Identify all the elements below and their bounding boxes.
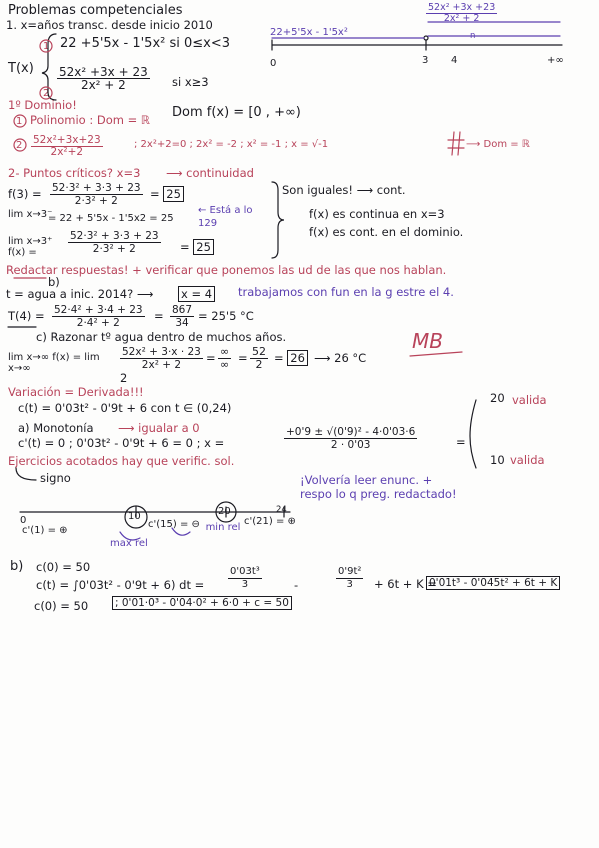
derivative-equation: c'(t) = 0 ; 0'03t² - 0'9t + 6 = 0 ; x =	[18, 436, 225, 450]
problem-2-number: 2	[120, 371, 128, 385]
dominio-fraction	[31, 135, 103, 158]
problem-1-intro: 1. x=años transc. desde inicio 2010	[6, 18, 213, 32]
part-c-ratio-value: 26	[287, 350, 308, 366]
part-c-limit-numerator: 52x² + 3·x · 23	[122, 346, 201, 358]
numberline-right-denominator: 2x² + 2	[443, 13, 480, 24]
piece2-circle-number: 2	[43, 88, 50, 99]
lim-left-expression: = 22 + 5'5x - 1'5x2 = 25	[48, 213, 174, 224]
lim-right-label: lim x→3⁺ f(x) =	[8, 236, 53, 258]
piece2-fraction	[57, 66, 150, 91]
numberline-tick-inf: +∞	[547, 55, 564, 66]
grade-mark: MB	[412, 329, 443, 353]
purple-note-1: ¡Volvería leer enunc. +	[300, 473, 433, 487]
signline-24: 24	[276, 505, 287, 515]
dominio-circle-2: 2	[16, 140, 23, 151]
quadratic-numerator: +0'9 ± √(0'9)² - 4·0'03·6	[286, 426, 416, 438]
t4-label: T(4) =	[8, 309, 45, 323]
integral-minus: -	[294, 578, 299, 592]
numberline-tick-0: 0	[270, 58, 277, 69]
part-2b-label: b)	[10, 559, 24, 574]
root-10-note: valida	[510, 453, 545, 467]
part-c-limit-fraction	[120, 346, 203, 371]
piecewise-name: T(x)	[8, 61, 34, 76]
t4-eq-numerator: 867	[172, 304, 193, 316]
dominio-fraction-numerator: 52x²+3x+23	[33, 134, 101, 146]
part-c-inf-denominator: ∞	[220, 358, 230, 371]
piece1-circle-number: 1	[43, 41, 50, 52]
root-10: 10	[490, 453, 505, 467]
piece2-condition: si x≥3	[172, 75, 209, 89]
integral-rest: + 6t + K =	[374, 577, 437, 591]
problem-2-heading: Variación = Derivada!!!	[8, 385, 144, 399]
part-c-label: c) Razonar tº agua dentro de muchos años.	[36, 330, 287, 344]
lim-right-denominator: 2·3² + 2	[92, 243, 136, 255]
problem-2-function: c(t) = 0'03t² - 0'9t + 6 con t ∈ (0,24)	[18, 401, 232, 415]
integral-frac1-denominator: 3	[241, 579, 249, 590]
f3-numerator: 52·3² + 3·3 + 23	[52, 182, 141, 194]
integral-line: c(t) = ∫0'03t² - 0'9t + 6) dt =	[36, 578, 205, 592]
part-b-purple-note: trabajamos con fun en la g estre el 4.	[238, 285, 454, 299]
t4-eq-fraction	[170, 304, 194, 329]
root-20: 20	[490, 391, 505, 405]
min-rel-label: min rel	[205, 522, 241, 533]
quadratic-formula	[284, 426, 417, 451]
numberline-right-numerator: 52x² +3x +23	[428, 2, 496, 13]
continuidad-concl-2: f(x) es continua en x=3	[309, 207, 445, 221]
purple-note-2: respo lo q preg. redactado!	[300, 487, 457, 501]
part-b-question: t = agua a inic. 2014? ⟶	[6, 287, 154, 301]
t4-denominator: 2·4² + 2	[76, 317, 120, 329]
f3-value: 25	[163, 186, 184, 202]
c0-calculation: ; 0'01·0³ - 0'04·0² + 6·0 + c = 50	[112, 596, 292, 610]
page-title: Problemas competenciales	[8, 3, 183, 18]
continuidad-heading-arrow: ⟶ continuidad	[166, 166, 254, 180]
part-c-ratio-denominator: 2	[255, 358, 263, 371]
integral-frac1-numerator: 0'03t³	[230, 566, 260, 577]
numberline-left-label: 22+5'5x - 1'5x²	[270, 27, 348, 38]
max-rel-label: max rel	[110, 538, 148, 549]
lim-right-fraction	[68, 230, 161, 255]
part-c-ratio-numerator: 52	[252, 345, 266, 358]
f3-fraction	[50, 182, 143, 207]
integral-frac2-denominator: 3	[346, 579, 353, 590]
part-a-monotonia: a) Monotonía	[18, 421, 94, 435]
integral-frac2	[336, 566, 363, 591]
dominio-result: Dom f(x) = [0 , +∞)	[172, 105, 301, 120]
continuidad-red-note: Redactar respuestas! + verificar que ponemos las ud de las que nos hablan.	[6, 263, 447, 277]
piece2-denominator: 2x² + 2	[80, 78, 126, 92]
integral-boxed-result: 0'01t³ - 0'045t² + 6t + K	[426, 576, 560, 590]
sign-c1: c'(1) = ⊕	[22, 525, 68, 536]
dominio-fraction-denominator: 2x²+2	[50, 146, 84, 158]
part-b-x-value: x = 4	[178, 286, 215, 302]
signline-20: 20	[218, 506, 231, 517]
dominio-polinomio: Polinomio : Dom = ℝ	[30, 113, 151, 127]
dominio-conclusion: ⟶ Dom = ℝ	[466, 139, 530, 150]
sign-c21: c'(21) = ⊕	[244, 516, 296, 527]
numberline-tick-4: 4	[451, 55, 458, 66]
continuidad-heading: 2- Puntos críticos? x=3	[8, 166, 141, 180]
part-2b-condition: c(0) = 50	[36, 560, 91, 574]
lim-right-numerator: 52·3² + 3·3 + 23	[70, 230, 159, 242]
signo-label: signo	[40, 471, 71, 485]
root-20-note: valida	[512, 393, 547, 407]
dominio-heading: 1º Dominio!	[8, 98, 77, 112]
sign-c15: c'(15) = ⊖	[148, 519, 200, 530]
problem-2-red-note: Ejercicios acotados hay que verific. sol.	[8, 454, 235, 468]
f3-denominator: 2·3² + 2	[74, 195, 118, 207]
c0-label: c(0) = 50	[34, 599, 89, 613]
part-a-note: ⟶ igualar a 0	[118, 421, 200, 435]
dominio-circle-1: 1	[16, 116, 23, 127]
t4-fraction	[52, 304, 145, 329]
integral-frac1	[228, 566, 262, 591]
continuidad-concl-1: Son iguales! ⟶ cont.	[282, 183, 406, 197]
purple-note-129: ← Está a lo 129	[198, 205, 253, 229]
lim-left-label: lim x→3⁻	[8, 209, 53, 220]
part-c-limit-denominator: 2x² + 2	[141, 359, 182, 371]
numberline-tick-3: 3	[422, 55, 429, 66]
integral-frac2-numerator: 0'9t²	[338, 566, 362, 577]
piece2-numerator: 52x² +3x + 23	[59, 65, 148, 79]
f3-label: f(3) =	[8, 187, 42, 201]
part-c-limit-label: lim x→∞ f(x) = lim x→∞	[8, 352, 100, 374]
part-c-inf-numerator: ∞	[220, 345, 230, 358]
signline-10: 10	[128, 511, 141, 522]
part-c-ratio-fraction	[250, 346, 268, 371]
t4-eq-denominator: 34	[175, 317, 189, 329]
piece1-expression: 22 +5'5x - 1'5x² si 0≤x<3	[60, 36, 231, 51]
numberline-right-fraction	[426, 3, 497, 24]
continuidad-concl-3: f(x) es cont. en el dominio.	[309, 225, 464, 239]
part-c-inf-fraction	[218, 346, 231, 371]
part-b-label: b)	[48, 275, 60, 289]
worksheet-page: Problemas competenciales 1. x=años transc. desde inicio 2010 T(x) 1 2 22 +5'5x - 1'5x² si 0≤x<3 $\frac{\text{52x² +3x + 23}}{\text{2x² + 2}}$ si x≥3 22+5'5x - 1'5x² $\frac{\text{52x² +3x +23}}{\text{2x² + 2}}$ 0 3 4 +∞ n 1º Dominio! 1 Polinomio : Dom = ℝ Dom f(x) = [0 , +∞) 2 $\frac{\text{52x²+3x+23}}{\text{2x²+2}}$ ; 2x²+2=0 ; 2x² = -2 ; x² = -1 ; x = √-1 ⟶ Dom = ℝ 2- Puntos críticos? x=3 ⟶ continuidad f(3) = $\frac{\text{52·3² + 3·3 + 23}}{\text{2·3² + 2}}$ = 25 lim x→3⁻ = 22 + 5'5x - 1'5x2 = 25 ← Está a lo 129 lim x→3⁺ f(x) = $\frac{\text{52·3² + 3·3 + 23}}{\text{2·3² + 2}}$ = 25 Son iguales! ⟶ cont. f(x) es continua en x=3 f(x) es cont. en el dominio. Redactar respuestas! + verificar que ponemos las ud de las que nos hablan. b) t = agua a inic. 2014? ⟶ x = 4 trabajamos con fun en la g estre el 4. T(4) = $\frac{\text{52·4² + 3·4 + 23}}{\text{2·4² + 2}}$ = $\frac{867}{34}$ = 25'5 °C c) Razonar tº agua dentro de muchos años. lim x→∞ f(x) = lim x→∞ $\frac{\text{52x² + 3·x · 23}}{\text{2x² + 2}}$ = ∞ ∞ = $\frac{52}{2}$ = 26 ⟶ 26 °C MB 2 Variación = Derivada!!! c(t) = 0'03t² - 0'9t + 6 con t ∈ (0,24) a) Monotonía ⟶ igualar a 0 c'(t) = 0 ; 0'03t² - 0'9t + 6 = 0 ; x = $\frac{\text{+0'9 ± √(0'9)² - 4·0'03·6}}{2 \cdot 0'03}$ = 20 valida 10 valida Ejercicios acotados hay que verific. sol. signo ¡Volvería leer enunc. + respo lo q preg. redactado! 0 10 20 24 c'(1) = ⊕ c'(15) = ⊖ c'(21) = ⊕ max rel min rel b) c(0) = 50 c(t) = ∫0'03t² - 0'9t + 6) dt = $\frac{\text{0'03t³}}{3}$ - $\frac{\text{0'9t²}}{3}$ + 6t + K = 0'01t³ - 0'045t² + 6t + K c(0) = 50 ; 0'01·0³ - 0'04·0² + 6·0 + c = 50	[0, 0, 599, 848]
dominio-steps: ; 2x²+2=0 ; 2x² = -2 ; x² = -1 ; x = √-1	[134, 139, 329, 150]
quadratic-denominator: 2 · 0'03	[330, 439, 371, 451]
t4-result: = 25'5 °C	[198, 309, 254, 323]
lim-right-value: 25	[193, 239, 214, 255]
t4-numerator: 52·4² + 3·4 + 23	[54, 304, 143, 316]
numberline-arrow-label: n	[470, 31, 476, 41]
signline-0: 0	[20, 515, 27, 526]
part-c-result: ⟶ 26 °C	[314, 351, 367, 365]
